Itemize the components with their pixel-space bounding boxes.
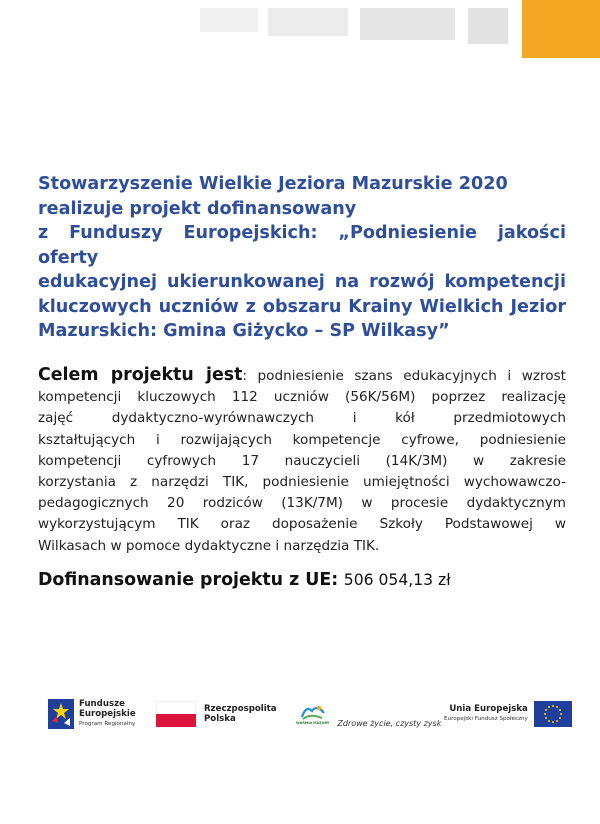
headline-line-3: z Funduszy Europejskich: „Podniesienie jakości oferty <box>38 223 566 268</box>
band-segment-2 <box>268 8 348 36</box>
warmia-mazury-icon <box>300 703 326 721</box>
fe-line-1: Fundusze <box>79 699 125 709</box>
funding-line <box>38 570 451 590</box>
headline-line-2: realizuje projekt dofinansowany <box>38 198 357 219</box>
project-goal <box>38 365 566 557</box>
logo-warmia-mazury <box>296 699 441 728</box>
goal-line-9: Wilkasach w pomoce dydaktyczne i narzędzia TIK. <box>38 537 380 554</box>
wm-slogan: Zdrowe życie, czysty zysk <box>337 719 442 728</box>
headline-line-6: Mazurskich: Gmina Giżycko – SP Wilkasy” <box>38 321 450 341</box>
eu-flag-icon <box>534 701 572 727</box>
fe-line-2: Europejskie <box>79 709 136 719</box>
ue-sub: Europejski Fundusz Społeczny <box>444 716 528 722</box>
rp-line-2: Polska <box>204 714 236 724</box>
logo-rzeczpospolita-polska <box>156 701 277 727</box>
goal-line-6: korzystania z narzędzi TIK, podniesienie umiejętności wychowawczo- <box>38 474 566 491</box>
fundusze-europejskie-icon <box>48 699 74 729</box>
wm-tag: WARMIA MAZURY <box>296 720 330 725</box>
headline-line-1: Stowarzyszenie Wielkie Jeziora Mazurskie 2020 <box>38 174 508 194</box>
goal-lead: Celem projektu jest <box>38 365 243 385</box>
goal-line-1-text: : podniesienie szans edukacyjnych i wzrost <box>242 368 566 384</box>
band-segment-orange <box>522 0 600 58</box>
funding-amount: 506 054,13 zł <box>343 571 451 589</box>
rp-line-1: Rzeczpospolita <box>204 704 277 714</box>
fe-sub: Program Regionalny <box>79 721 136 727</box>
goal-line-3: zajęć dydaktyczno-wyrównawczych i kół przedmiotowych <box>38 410 566 427</box>
goal-line-8: wykorzystującym TIK oraz doposażenie Szkoły Podstawowej w <box>38 516 566 533</box>
goal-line-4: kształtujących i rozwijających kompetencje cyfrowe, podniesienie <box>38 431 566 448</box>
ue-line-1: Unia Europejska <box>449 704 528 714</box>
funding-label: Dofinansowanie projektu z UE: <box>38 570 339 590</box>
headline-line-5: kluczowych uczniów z obszaru Krainy Wielkich Jezior <box>38 296 566 317</box>
logo-strip <box>0 695 600 745</box>
goal-line-7: pedagogicznych 20 rodziców (13K/7M) w procesie dydaktycznym <box>38 495 566 512</box>
logo-unia-europejska <box>444 701 572 727</box>
project-headline <box>38 172 566 344</box>
goal-line-1 <box>38 365 566 387</box>
goal-line-5: kompetencji cyfrowych 17 nauczycieli (14K/3M) w zakresie <box>38 452 566 469</box>
headline-line-4: edukacyjnej ukierunkowanej na rozwój kompetencji <box>38 272 566 292</box>
band-segment-3 <box>360 8 455 40</box>
goal-line-2: kompetencji kluczowych 112 uczniów (56K/56M) poprzez realizację <box>38 389 566 406</box>
logo-fundusze-europejskie <box>48 699 136 729</box>
band-segment-1 <box>200 8 258 32</box>
top-decorative-band <box>0 0 600 60</box>
polish-flag-icon <box>156 701 196 727</box>
band-segment-4 <box>468 8 508 44</box>
